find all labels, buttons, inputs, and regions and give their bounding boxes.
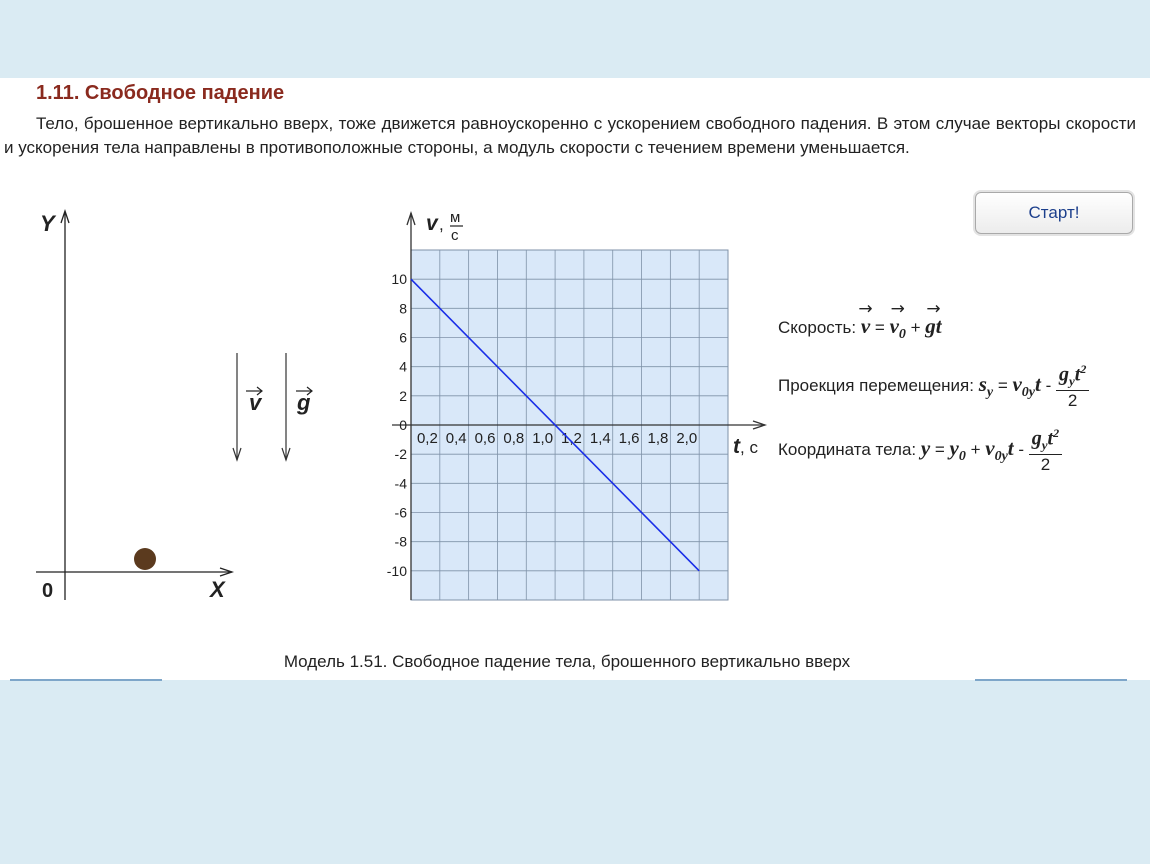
y-tick-label: 10 <box>391 271 407 288</box>
intro-paragraph: Тело, брошенное вертикально вверх, тоже движется равноускоренно с ускорением свободного падения. В этом случае векторы скорости и ускорения тела направлены в противоположные стороны, а модуль скорости с течением времени уменьшается. <box>4 114 1136 157</box>
x-tick-label: 1,2 <box>561 430 582 447</box>
x-tick-label: 0,4 <box>445 430 467 447</box>
coordinate-formula-prefix: Координата тела: <box>778 439 921 459</box>
scene-y-label: Y <box>40 211 55 236</box>
y-tick-label: -2 <box>394 446 407 463</box>
scene-x-label: X <box>210 577 225 602</box>
x-tick-label: 1,6 <box>618 430 640 447</box>
y-tick-label: 4 <box>399 358 407 375</box>
section-title: 1.11. Свободное падение <box>36 82 285 104</box>
x-axis-label-var: t <box>733 435 740 458</box>
y-tick-label: -8 <box>394 533 407 550</box>
ball <box>134 548 156 570</box>
x-tick-label: 0,2 <box>416 430 438 447</box>
y-tick-label: -10 <box>386 562 407 579</box>
velocity-formula-prefix: Скорость: <box>778 318 861 337</box>
y-tick-label: 8 <box>399 300 407 317</box>
x-tick-label: 1,8 <box>647 430 669 447</box>
motion-scene <box>30 205 360 605</box>
x-axis-label-unit: , с <box>740 438 758 457</box>
x-tick-label: 1,0 <box>532 430 554 447</box>
x-tick-label: 0,8 <box>503 430 525 447</box>
y-axis-label-comma: , <box>439 215 444 234</box>
scene-origin-label: 0 <box>42 580 54 602</box>
displacement-formula: Проекция перемещения: $s_y = v_{0y}t$ - $\frac{g_yt^2}{2}$ <box>778 362 1089 411</box>
x-tick-label: 2,0 <box>676 430 698 447</box>
coordinate-formula: Координата тела: $y = y_0 + v_{0y}t$ - $\frac{g_yt^2}{2}$ <box>778 426 1062 475</box>
model-caption: Модель 1.51. Свободное падение тела, брошенного вертикально вверх <box>283 652 851 671</box>
velocity-formula: Скорость: → v = → $v_0$ + → gt <box>778 314 942 343</box>
start-button[interactable]: Старт! <box>975 192 1133 234</box>
x-tick-label: 0,6 <box>474 430 496 447</box>
velocity-vector-label: v <box>249 390 262 415</box>
displacement-formula-prefix: Проекция перемещения: <box>778 375 979 395</box>
y-axis-label-var: v <box>426 212 438 235</box>
y-axis-unit-den: с <box>451 227 459 244</box>
velocity-chart <box>370 205 770 605</box>
footer-divider-right <box>975 679 1127 681</box>
footer-divider-left <box>10 679 162 681</box>
y-tick-label: -6 <box>394 504 407 521</box>
y-tick-label: 2 <box>399 387 407 404</box>
gravity-vector-label: g <box>297 390 311 415</box>
y-tick-label: 6 <box>399 329 407 346</box>
y-axis-unit-num: м <box>450 209 461 226</box>
y-tick-label: 0 <box>399 417 407 433</box>
x-tick-label: 1,4 <box>589 430 611 447</box>
y-tick-label: -4 <box>394 475 407 492</box>
